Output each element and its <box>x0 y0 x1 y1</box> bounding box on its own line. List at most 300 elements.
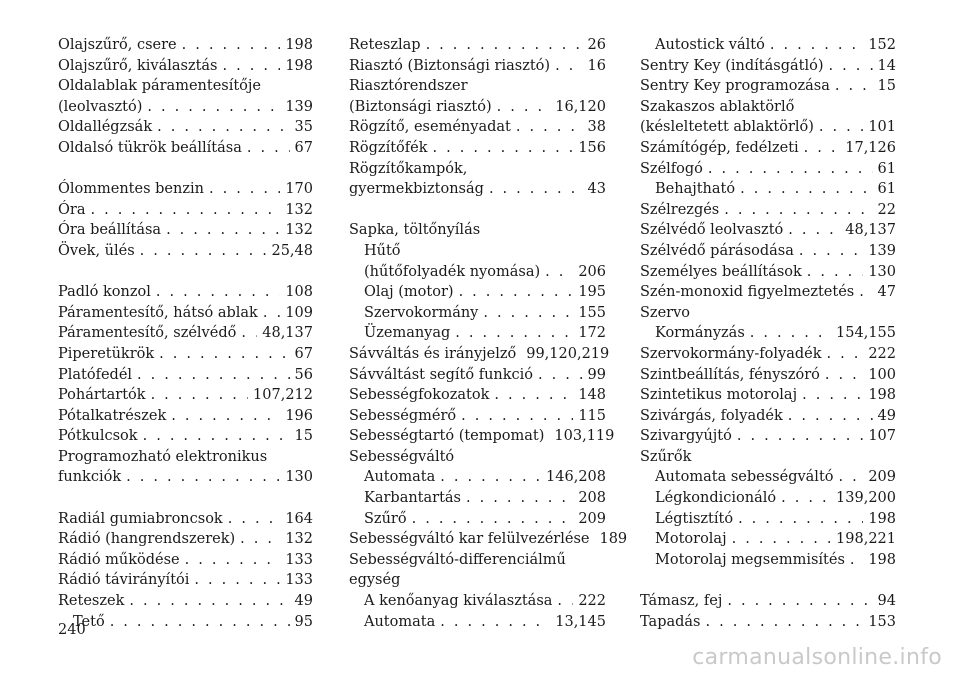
index-entry <box>349 138 606 159</box>
entry-label: Légkondicionáló <box>655 490 777 507</box>
index-subentry <box>349 241 606 262</box>
entry-label: Személyes beállítások <box>640 263 802 280</box>
index-entry <box>640 159 896 180</box>
index-entry <box>349 56 606 77</box>
entry-page: 14 <box>877 57 896 74</box>
entry-label: Reteszek <box>58 593 125 610</box>
entry-label: Szélvédő leolvasztó <box>640 222 784 239</box>
index-entry <box>349 35 606 56</box>
entry-label: Szervokormány <box>364 304 479 321</box>
index-entry <box>349 220 606 241</box>
dot-leader <box>489 179 583 200</box>
entry-page: 198 <box>868 551 896 568</box>
entry-page: 198 <box>285 57 313 74</box>
entry-page: 38 <box>587 119 606 136</box>
dot-leader <box>732 529 831 550</box>
dot-leader <box>750 323 831 344</box>
dot-leader <box>738 509 863 530</box>
entry-label: Szervo <box>640 304 691 321</box>
entry-label: Szélrezgés <box>640 201 720 218</box>
entry-page: 139 <box>868 242 896 259</box>
entry-label: Szakaszos ablaktörlő <box>640 98 795 115</box>
entry-page: 130 <box>868 263 896 280</box>
entry-label: Rádió távirányítói <box>58 572 190 589</box>
entry-page: 109 <box>285 304 313 321</box>
dot-leader <box>110 612 290 633</box>
entry-page: 189 <box>599 531 628 548</box>
index-subentry <box>58 612 313 633</box>
dot-leader <box>799 241 863 262</box>
index-entry <box>640 385 896 406</box>
index-entry <box>349 385 606 406</box>
entry-page: 164 <box>285 510 313 527</box>
index-entry <box>58 282 313 303</box>
entry-page: 16 <box>587 57 606 74</box>
index-entry <box>640 262 896 283</box>
dot-leader <box>182 35 281 56</box>
entry-label: funkciók <box>58 469 122 486</box>
index-entry <box>640 220 896 241</box>
entry-label: Sapka, töltőnyílás <box>349 222 481 239</box>
entry-label: Pótalkatrészek <box>58 407 167 424</box>
entry-label: Automata sebességváltó <box>655 469 834 486</box>
entry-label: Sávváltást segítő funkció <box>349 366 534 383</box>
entry-label: (hűtőfolyadék nyomása) <box>364 263 541 280</box>
entry-page: 95 <box>294 613 313 630</box>
entry-label: Reteszlap <box>349 37 421 53</box>
entry-page: 132 <box>285 201 313 218</box>
index-column-2 <box>349 35 628 632</box>
entry-label: Sentry Key (indításgátló) <box>640 57 824 74</box>
entry-page: 133 <box>285 572 313 589</box>
entry-label: Sebességtartó (tempomat) <box>349 428 545 445</box>
dot-leader <box>159 344 289 365</box>
dot-leader <box>497 97 551 118</box>
index-entry <box>58 241 313 262</box>
index-subentry <box>640 529 896 550</box>
dot-leader <box>228 509 281 530</box>
index-subentry <box>640 488 896 509</box>
dot-leader <box>708 159 873 180</box>
index-gap <box>58 159 313 180</box>
entry-label: Szélvédő párásodása <box>640 242 794 259</box>
index-entry <box>640 282 896 303</box>
dot-leader <box>727 591 872 612</box>
entry-page: 48,137 <box>262 325 313 342</box>
index-subentry <box>640 509 896 530</box>
index-entry <box>640 200 896 221</box>
entry-label: Olajszűrő, kiválasztás <box>58 57 218 74</box>
dot-leader <box>557 591 573 612</box>
entry-label: Riasztó (Biztonsági riasztó) <box>349 57 551 74</box>
entry-label: Automata <box>364 613 436 630</box>
dot-leader <box>724 200 872 221</box>
entry-page: 198 <box>868 387 896 404</box>
dot-leader <box>433 138 574 159</box>
index-entry <box>640 138 896 159</box>
entry-label: Rádió (hangrendszerek) <box>58 531 236 548</box>
dot-leader <box>740 179 872 200</box>
entry-label: Számítógép, fedélzeti <box>640 139 799 156</box>
entry-page: 148 <box>578 387 606 404</box>
index-entry <box>349 76 606 97</box>
dot-leader <box>147 97 280 118</box>
index-gap <box>58 262 313 283</box>
entry-page: 61 <box>877 160 896 177</box>
dot-leader <box>263 303 280 324</box>
entry-page: 198 <box>868 510 896 527</box>
entry-label: Szélfogó <box>640 160 703 177</box>
entry-page: 133 <box>285 551 313 568</box>
entry-page: 108 <box>285 284 313 301</box>
entry-label: Olaj (motor) <box>364 284 454 301</box>
index-entry <box>58 35 313 56</box>
entry-label: Sentry Key programozása <box>640 78 830 95</box>
index-entry <box>640 97 896 118</box>
index-subentry <box>640 179 896 200</box>
index-entry <box>349 365 606 386</box>
entry-label: Szűrő <box>364 510 407 527</box>
dot-leader <box>426 35 583 56</box>
index-subentry <box>640 467 896 488</box>
index-entry <box>58 365 313 386</box>
entry-page: 208 <box>578 490 606 507</box>
entry-page: 139,200 <box>836 490 896 507</box>
index-subentry <box>640 550 896 571</box>
entry-label: Övek, ülés <box>58 242 135 259</box>
dot-leader <box>151 385 248 406</box>
index-subentry <box>349 323 606 344</box>
entry-label: Sávváltás és irányjelző <box>349 345 517 362</box>
entry-label: Szervokormány-folyadék <box>640 345 822 362</box>
index-entry <box>640 426 896 447</box>
entry-page: 99,120,219 <box>526 345 610 362</box>
entry-page: 115 <box>578 407 606 424</box>
watermark: carmanualsonline.info <box>692 645 942 670</box>
index-entry <box>640 406 896 427</box>
entry-page: 25,48 <box>271 242 313 259</box>
index-entry <box>58 591 313 612</box>
dot-leader <box>156 282 280 303</box>
index-entry <box>58 220 313 241</box>
entry-label: Sebességváltó-differenciálmű <box>349 551 566 568</box>
index-entry <box>349 529 628 550</box>
page-number: 240 <box>58 622 86 638</box>
entry-page: 48,137 <box>845 222 896 239</box>
index-entry <box>58 76 313 97</box>
entry-page: 107,212 <box>253 387 313 404</box>
entry-label: Páramentesítő, hátsó ablak <box>58 304 258 321</box>
entry-label: Tető <box>73 613 105 630</box>
entry-label: Behajtható <box>655 181 736 198</box>
entry-label: Kormányzás <box>655 325 745 342</box>
entry-page: 198,221 <box>836 531 896 548</box>
dot-leader <box>483 303 573 324</box>
dot-leader <box>555 56 582 77</box>
index-subentry <box>349 488 606 509</box>
index-subentry <box>349 467 606 488</box>
entry-page: 43 <box>587 181 606 198</box>
index-entry <box>58 138 313 159</box>
index-entry <box>640 344 896 365</box>
entry-label: Radiál gumiabroncsok <box>58 510 223 527</box>
entry-page: 67 <box>294 345 313 362</box>
dot-leader <box>802 385 863 406</box>
index-entry <box>349 117 606 138</box>
index-entry <box>58 406 313 427</box>
dot-leader <box>129 591 289 612</box>
dot-leader <box>126 467 280 488</box>
entry-page: 26 <box>587 37 606 53</box>
dot-leader <box>241 323 257 344</box>
entry-label: Piperetükrök <box>58 345 155 362</box>
index-entry <box>349 426 615 447</box>
dot-leader <box>209 179 280 200</box>
entry-page: 154,155 <box>836 325 896 342</box>
index-entry <box>58 509 313 530</box>
index-subentry <box>349 282 606 303</box>
dot-leader <box>538 365 583 386</box>
index-entry <box>58 426 313 447</box>
dot-leader <box>545 262 573 283</box>
index-subentry <box>349 591 606 612</box>
entry-page: 195 <box>578 284 606 301</box>
entry-label: Sebességfokozatok <box>349 387 490 404</box>
dot-leader <box>828 56 872 77</box>
dot-leader <box>788 220 840 241</box>
entry-page: 132 <box>285 531 313 548</box>
index-subentry <box>349 509 606 530</box>
index-entry <box>58 550 313 571</box>
index-entry <box>640 241 896 262</box>
dot-leader <box>850 550 863 571</box>
dot-leader <box>781 488 831 509</box>
entry-label: Olajszűrő, csere <box>58 37 177 53</box>
index-entry <box>58 97 313 118</box>
entry-page: 103,119 <box>554 428 615 445</box>
entry-page: 146,208 <box>546 469 606 486</box>
entry-page: 99 <box>587 366 606 383</box>
entry-page: 152 <box>868 37 896 53</box>
dot-leader <box>140 241 267 262</box>
entry-page: 15 <box>877 78 896 95</box>
entry-label: Sebességváltó <box>349 448 455 465</box>
index-entry <box>349 406 606 427</box>
entry-page: 107 <box>868 428 896 445</box>
entry-label: Karbantartás <box>364 490 461 507</box>
entry-page: 172 <box>578 325 606 342</box>
entry-page: 15 <box>294 428 313 445</box>
index-entry <box>58 200 313 221</box>
index-entry <box>349 344 610 365</box>
entry-page: 209 <box>578 510 606 527</box>
index-entry <box>58 117 313 138</box>
dot-leader <box>223 56 281 77</box>
index-entry <box>640 303 896 324</box>
entry-label: Szintetikus motorolaj <box>640 387 798 404</box>
entry-label: Automata <box>364 469 436 486</box>
index-gap <box>58 488 313 509</box>
index-entry <box>58 467 313 488</box>
dot-leader <box>240 529 280 550</box>
dot-leader <box>807 262 864 283</box>
index-entry <box>640 591 896 612</box>
entry-label: Rögzítő, eseményadat <box>349 119 511 136</box>
index-entry <box>58 303 313 324</box>
entry-label: egység <box>349 572 401 589</box>
entry-page: 94 <box>877 593 896 610</box>
dot-leader <box>788 406 873 427</box>
entry-page: 100 <box>868 366 896 383</box>
dot-leader <box>171 406 280 427</box>
dot-leader <box>247 138 290 159</box>
dot-leader <box>466 488 573 509</box>
dot-leader <box>825 365 863 386</box>
dot-leader <box>440 612 550 633</box>
dot-leader <box>804 138 841 159</box>
dot-leader <box>166 220 280 241</box>
entry-label: A kenőanyag kiválasztása <box>364 593 553 610</box>
index-entry <box>349 550 606 571</box>
index-gap <box>640 570 896 591</box>
dot-leader <box>835 76 873 97</box>
entry-page: 13,145 <box>555 613 606 630</box>
index-entry <box>640 56 896 77</box>
entry-page: 101 <box>868 119 896 136</box>
index-entry <box>58 323 313 344</box>
index-entry <box>349 447 606 468</box>
entry-label: Ólommentes benzin <box>58 181 204 198</box>
entry-label: Oldalsó tükrök beállítása <box>58 139 242 156</box>
entry-label: Riasztórendszer <box>349 78 468 95</box>
dot-leader <box>90 200 280 221</box>
entry-label: Szintbeállítás, fényszóró <box>640 366 820 383</box>
dot-leader <box>137 365 290 386</box>
dot-leader <box>194 570 280 591</box>
index-entry <box>349 159 606 180</box>
dot-leader <box>839 467 864 488</box>
dot-leader <box>827 344 864 365</box>
entry-page: 67 <box>294 139 313 156</box>
index-entry <box>58 447 313 468</box>
entry-label: (késleltetett ablaktörlő) <box>640 119 814 136</box>
dot-leader <box>440 467 541 488</box>
dot-leader <box>459 282 574 303</box>
index-entry <box>58 179 313 200</box>
index-entry <box>58 529 313 550</box>
entry-page: 206 <box>578 263 606 280</box>
entry-label: Rögzítőfék <box>349 139 428 156</box>
index-entry <box>640 447 896 468</box>
entry-label: Páramentesítő, szélvédő <box>58 325 237 342</box>
entry-page: 61 <box>877 181 896 198</box>
index-entry <box>349 570 606 591</box>
dot-leader <box>494 385 573 406</box>
index-entry <box>640 365 896 386</box>
dot-leader <box>859 282 872 303</box>
entry-page: 153 <box>868 613 896 630</box>
entry-page: 222 <box>868 345 896 362</box>
entry-label: Autostick váltó <box>655 37 765 53</box>
entry-label: Hűtő <box>364 242 401 259</box>
entry-page: 156 <box>578 139 606 156</box>
dot-leader <box>461 406 573 427</box>
index-subentry <box>349 262 606 283</box>
entry-label: Oldallégzsák <box>58 119 153 136</box>
entry-page: 198 <box>285 37 313 53</box>
entry-label: Üzemanyag <box>364 325 451 342</box>
entry-page: 155 <box>578 304 606 321</box>
dot-leader <box>143 426 290 447</box>
entry-page: 170 <box>285 181 313 198</box>
entry-page: 49 <box>294 593 313 610</box>
dot-leader <box>185 550 281 571</box>
dot-leader <box>157 117 289 138</box>
entry-label: Támasz, fej <box>640 593 723 610</box>
index-entry <box>58 385 313 406</box>
entry-label: Szivargyújtó <box>640 428 732 445</box>
entry-page: 132 <box>285 222 313 239</box>
entry-page: 49 <box>877 407 896 424</box>
entry-page: 47 <box>877 284 896 301</box>
entry-label: Rádió működése <box>58 551 180 568</box>
entry-page: 35 <box>294 119 313 136</box>
entry-page: 16,120 <box>555 98 606 115</box>
entry-label: Sebességváltó kar felülvezérlése <box>349 531 590 548</box>
index-entry <box>58 570 313 591</box>
entry-label: Rögzítőkampók, <box>349 160 468 177</box>
dot-leader <box>455 323 573 344</box>
entry-label: Sebességmérő <box>349 407 457 424</box>
entry-label: Platófedél <box>58 366 133 383</box>
entry-label: Pótkulcsok <box>58 428 138 445</box>
entry-page: 22 <box>877 201 896 218</box>
index-entry <box>640 117 896 138</box>
index-subentry <box>349 303 606 324</box>
entry-label: Pohártartók <box>58 387 146 404</box>
entry-page: 139 <box>285 98 313 115</box>
index-entry <box>58 56 313 77</box>
index-gap <box>349 200 606 221</box>
index-entry <box>349 179 606 200</box>
entry-page: 209 <box>868 469 896 486</box>
index-subentry <box>349 612 606 633</box>
index-entry <box>640 76 896 97</box>
entry-page: 17,126 <box>845 139 896 156</box>
entry-label: (Biztonsági riasztó) <box>349 98 492 115</box>
dot-leader <box>516 117 583 138</box>
index-column-1 <box>58 35 313 632</box>
index-entry <box>640 612 896 633</box>
index-column-3 <box>640 35 896 632</box>
dot-leader <box>706 612 864 633</box>
dot-leader <box>412 509 574 530</box>
dot-leader <box>770 35 863 56</box>
entry-page: 196 <box>285 407 313 424</box>
index-subentry <box>640 35 896 56</box>
entry-label: Oldalablak páramentesítője <box>58 78 261 95</box>
entry-label: Szén-monoxid figyelmeztetés <box>640 284 855 301</box>
entry-page: 56 <box>294 366 313 383</box>
index-subentry <box>640 323 896 344</box>
entry-label: Motorolaj megsemmisítés <box>655 551 845 568</box>
entry-label: Légtisztító <box>655 510 734 527</box>
entry-label: Motorolaj <box>655 531 727 548</box>
entry-label: (leolvasztó) <box>58 98 143 115</box>
dot-leader <box>737 426 863 447</box>
dot-leader <box>819 117 863 138</box>
entry-label: Óra beállítása <box>58 222 162 239</box>
